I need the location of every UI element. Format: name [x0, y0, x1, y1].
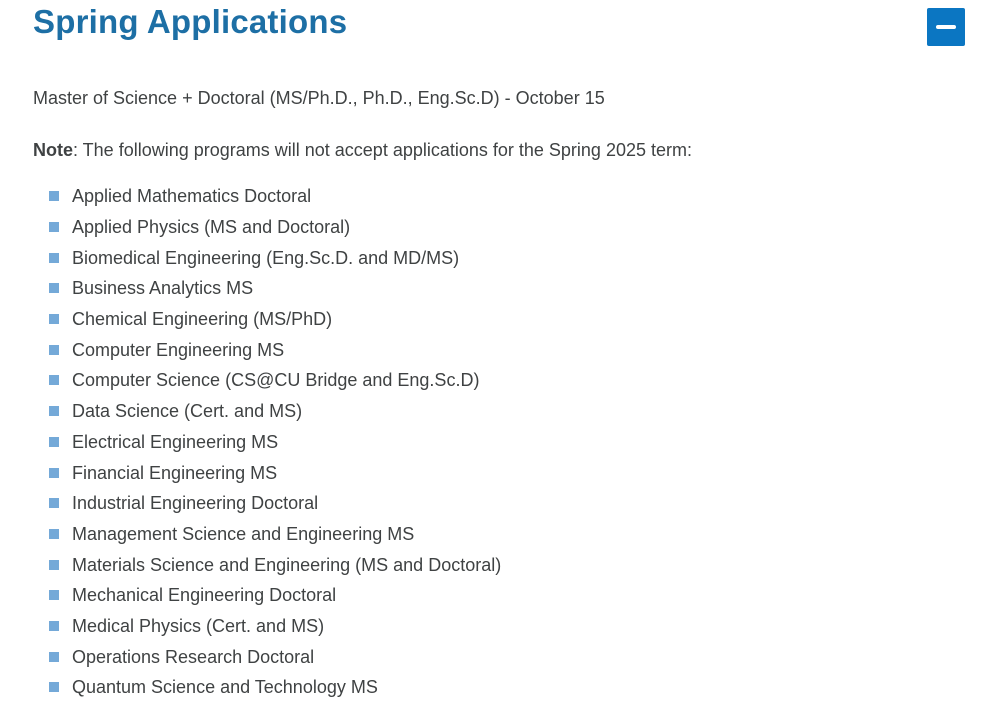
program-name: Operations Research Doctoral	[72, 646, 315, 667]
bullet-square-icon	[49, 468, 59, 478]
bullet-square-icon	[49, 314, 59, 324]
program-name: Mechanical Engineering Doctoral	[72, 585, 337, 606]
bullet-square-icon	[49, 253, 59, 263]
program-name: Management Science and Engineering MS	[72, 523, 415, 544]
program-name: Computer Engineering MS	[72, 339, 285, 360]
bullet-square-icon	[49, 283, 59, 293]
program-list	[33, 181, 965, 703]
bullet-square-icon	[49, 652, 59, 662]
list-item	[49, 181, 965, 212]
program-name: Data Science (Cert. and MS)	[72, 401, 303, 422]
list-item	[49, 641, 965, 672]
bullet-square-icon	[49, 406, 59, 416]
list-item	[49, 273, 965, 304]
list-item	[49, 457, 965, 488]
list-item	[49, 580, 965, 611]
list-item	[49, 396, 965, 427]
bullet-square-icon	[49, 222, 59, 232]
bullet-square-icon	[49, 682, 59, 692]
list-item	[49, 242, 965, 273]
bullet-square-icon	[49, 529, 59, 539]
program-name: Applied Physics (MS and Doctoral)	[72, 217, 351, 238]
bullet-square-icon	[49, 191, 59, 201]
bullet-square-icon	[49, 437, 59, 447]
program-name: Computer Science (CS@CU Bridge and Eng.Sc.D)	[72, 370, 480, 391]
program-name: Quantum Science and Technology MS	[72, 677, 378, 698]
bullet-square-icon	[49, 621, 59, 631]
program-name: Biomedical Engineering (Eng.Sc.D. and MD/MS)	[72, 247, 460, 268]
bullet-square-icon	[49, 498, 59, 508]
accordion-header	[33, 2, 965, 46]
list-item	[49, 672, 965, 703]
bullet-square-icon	[49, 590, 59, 600]
bullet-square-icon	[49, 345, 59, 355]
program-name: Applied Mathematics Doctoral	[72, 186, 312, 207]
bullet-square-icon	[49, 375, 59, 385]
program-name: Chemical Engineering (MS/PhD)	[72, 309, 333, 330]
list-item	[49, 549, 965, 580]
list-item	[49, 212, 965, 243]
program-name: Materials Science and Engineering (MS and Doctoral)	[72, 554, 502, 575]
program-name: Industrial Engineering Doctoral	[72, 493, 319, 514]
program-name: Business Analytics MS	[72, 278, 254, 299]
list-item	[49, 611, 965, 642]
list-item	[49, 488, 965, 519]
program-name: Medical Physics (Cert. and MS)	[72, 615, 325, 636]
program-name: Electrical Engineering MS	[72, 431, 279, 452]
minus-icon	[936, 25, 956, 29]
list-item	[49, 304, 965, 335]
list-item	[49, 519, 965, 550]
note-text	[33, 138, 965, 162]
list-item	[49, 427, 965, 458]
note-body: : The following programs will not accept applications for the Spring 2025 term:	[73, 140, 692, 160]
bullet-square-icon	[49, 560, 59, 570]
collapse-accordion-button[interactable]	[927, 8, 965, 46]
note-label: Note	[33, 140, 73, 160]
deadline-text: Master of Science + Doctoral (MS/Ph.D., Ph.D., Eng.Sc.D) - October 15	[33, 88, 605, 108]
list-item	[49, 334, 965, 365]
list-item	[49, 365, 965, 396]
program-name: Financial Engineering MS	[72, 462, 278, 483]
accordion-title: Spring Applications	[33, 3, 348, 40]
